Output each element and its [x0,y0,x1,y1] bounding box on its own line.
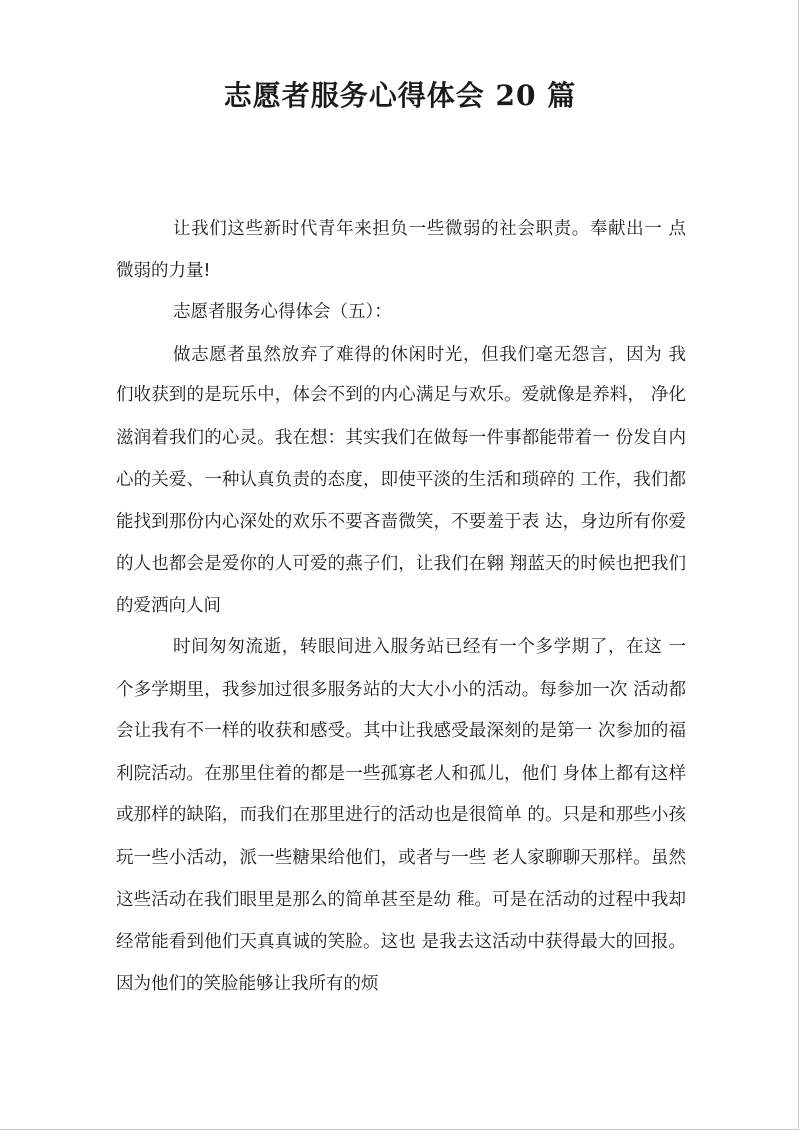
text-line: 因为他们的笑脸能够让我所有的烦 [116,974,379,994]
text-line: 时间匆匆流逝，转眼间进入服务站已经有一个多学期了，在这 一 [173,637,686,657]
text-line: 滋润着我们的心灵。我在想：其实我们在做每一件事都能带着一 份发自内 [116,428,686,448]
text-line: 个多学期里，我参加过很多服务站的大大小小的活动。每参加一次 活动都 [116,680,686,700]
text-line: 做志愿者虽然放弃了难得的休闲时光，但我们毫无怨言，因为 我 [173,345,686,365]
text-line: 这些活动在我们眼里是那么的简单甚至是幼 稚。可是在活动的过程中我却 [116,890,686,910]
text-line: 的爱洒向人间 [116,596,221,616]
text-line: 志愿者服务心得体会（五）： [173,302,392,322]
text-line: 玩一些小活动，派一些糖果给他们，或者与一些 老人家聊聊天那样。虽然 [116,848,686,868]
text-line: 经常能看到他们天真真诚的笑脸。这也 是我去这活动中获得最大的回报。 [116,932,686,952]
text-line: 或那样的缺陷，而我们在那里进行的活动也是很简单 的。只是和那些小孩 [116,805,686,825]
text-line: 能找到那份内心深处的欢乐不要吝啬微笑，不要羞于表 达，身边所有你爱 [116,512,686,532]
text-line: 心的关爱、一种认真负责的态度，即使平淡的生活和琐碎的 工作，我们都 [116,470,686,490]
text-line: 利院活动。在那里住着的都是一些孤寡老人和孤儿，他们 身体上都有这样 [116,764,686,784]
text-line: 的人也都会是爱你的人可爱的燕子们，让我们在翱 翔蓝天的时候也把我们 [116,554,686,574]
document-title: 志愿者服务心得体会 20 篇 [223,79,577,112]
text-line: 们收获到的是玩乐中，体会不到的内心满足与欢乐。爱就像是养料， 净化 [116,385,686,405]
text-line: 让我们这些新时代青年来担负一些微弱的社会职责。奉献出一 点 [173,219,686,239]
text-line: 会让我有不一样的收获和感受。其中让我感受最深刻的是第一 次参加的福 [116,721,686,741]
text-line: 微弱的力量! [116,261,211,281]
